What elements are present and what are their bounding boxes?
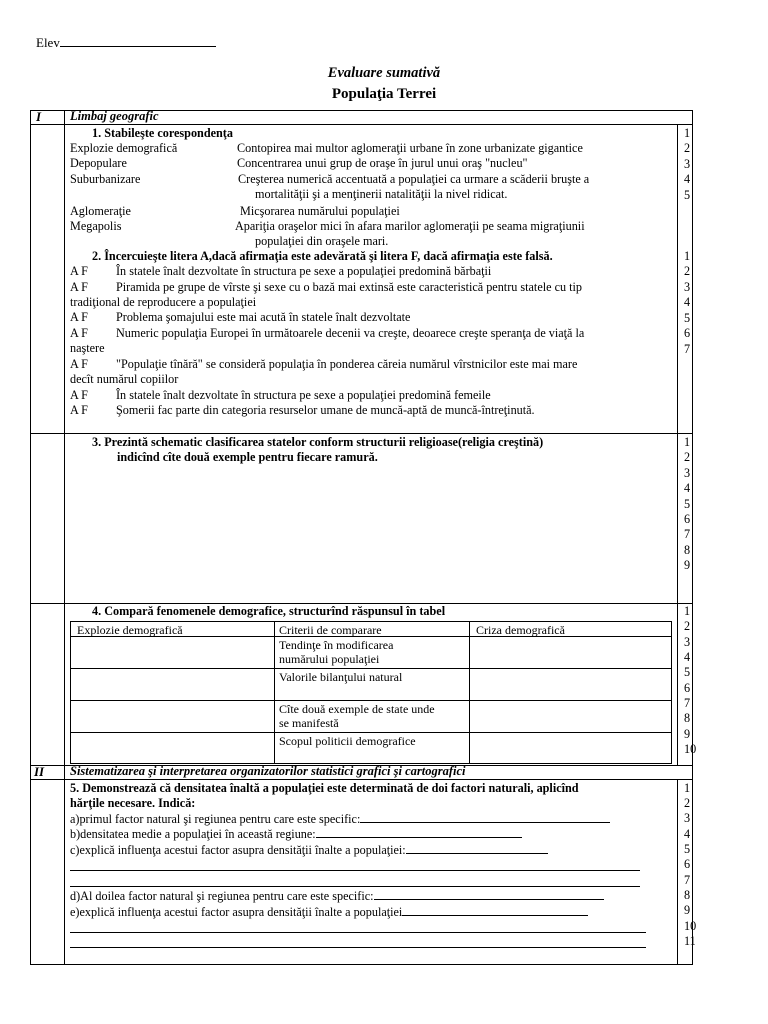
question-d (70, 888, 604, 904)
answer-e-line[interactable] (70, 946, 646, 948)
score-number: 8 (684, 711, 691, 725)
score-number: 7 (684, 342, 691, 356)
score-number: 7 (684, 696, 691, 710)
answer-d-blank[interactable] (374, 888, 604, 900)
score-number: 1 (684, 604, 691, 618)
definition-item: Contopirea mai multor aglomeraţii urbane în zone urbanizate gigantice (237, 141, 583, 155)
question-e (70, 904, 588, 920)
column-header-criterii: Criterii de comparare (279, 623, 382, 637)
criterion-label: Scopul politicii demografice (279, 734, 416, 748)
question-a-label: a)primul factor natural şi regiunea pentru care este specific: (70, 812, 361, 826)
score-number: 9 (684, 558, 691, 572)
score-number: 10 (684, 742, 697, 756)
score-number: 2 (684, 619, 691, 633)
statement-line: Numeric populaţia Europei în următoarele decenii va creşte, deoarece creşte speranţa de viaţă la (116, 326, 585, 340)
statement-line: "Populaţie tînără" se consideră populaţia în ponderea căreia numărul vîrstnicilor este mai mare (116, 357, 578, 371)
term-item: Aglomeraţie (70, 204, 131, 218)
section-2-number: II (34, 764, 45, 779)
statement-line: Piramida pe grupe de vîrste şi sexe cu o bază mai extinsă este caracteristică pentru statele cu tip (116, 280, 582, 294)
score-number: 5 (684, 665, 691, 679)
task-2-heading: 2. Încercuieşte litera A,dacă afirmaţia este adevărată şi litera F, dacă afirmaţia este falsă. (92, 249, 553, 263)
score-number: 10 (684, 919, 697, 933)
criterion-label: Cîte două exemple de state unde (279, 702, 435, 716)
statement-line-cont: naştere (70, 341, 105, 355)
section-1-number: I (36, 109, 42, 124)
score-number: 4 (684, 172, 691, 186)
task-5-heading: 5. Demonstrează că densitatea înaltă a populaţiei este determinată de doi factori naturali, aplicînd (70, 781, 579, 795)
column-header-criza: Criza demografică (476, 623, 565, 637)
criterion-label: Valorile bilanţului natural (279, 670, 403, 684)
task-3-heading: 3. Prezintă schematic clasificarea statelor conform structurii religioase(religia creştină) (92, 435, 544, 449)
statement-line-cont: decît numărul copiilor (70, 372, 179, 386)
score-number: 4 (684, 827, 691, 841)
answer-c-line[interactable] (70, 869, 640, 871)
score-number: 4 (684, 650, 691, 664)
af-choice[interactable]: A F (70, 264, 88, 278)
task-1-heading: 1. Stabileşte corespondenţa (92, 126, 233, 140)
definition-item-cont: mortalităţii şi a menţinerii natalităţii la nivel ridicat. (255, 187, 508, 201)
document-subtitle: Populaţia Terrei (331, 86, 437, 102)
score-number: 3 (684, 635, 691, 649)
answer-e-blank[interactable] (402, 904, 588, 916)
definition-item: Apariţia oraşelor mici în afara marilor aglomeraţii pe seama migraţiunii (235, 219, 585, 233)
student-name-field (36, 34, 216, 50)
term-item: Suburbanizare (70, 172, 141, 186)
score-number: 7 (684, 873, 691, 887)
score-number: 2 (684, 264, 691, 278)
definition-item: Micşorarea numărului populaţiei (240, 204, 400, 218)
score-number: 3 (684, 466, 691, 480)
score-number: 4 (684, 295, 691, 309)
score-number: 2 (684, 141, 691, 155)
term-item: Megapolis (70, 219, 122, 233)
af-choice[interactable]: A F (70, 326, 88, 340)
student-name-blank (60, 34, 216, 47)
score-number: 8 (684, 543, 691, 557)
definition-item: Concentrarea unui grup de oraşe în jurul unui oraş "nucleu" (237, 156, 528, 170)
score-number: 6 (684, 681, 691, 695)
statement-line-cont: tradiţional de reproducere a populaţiei (70, 295, 257, 309)
score-number: 6 (684, 326, 691, 340)
definition-item: Creşterea numerică accentuată a populaţiei ca urmare a scăderii bruşte a (238, 172, 590, 186)
section-2-title: Sistematizarea şi interpretarea organizatorilor statistici grafici şi cartografici (70, 764, 466, 778)
column-header-explozie: Explozie demografică (77, 623, 183, 637)
score-number: 2 (684, 796, 691, 810)
statement-line: Şomerii fac parte din categoria resurselor umane de muncă-aptă de muncă-întreţinută. (116, 403, 535, 417)
score-number: 6 (684, 512, 691, 526)
score-number: 1 (684, 781, 691, 795)
score-number: 9 (684, 727, 691, 741)
score-number: 5 (684, 842, 691, 856)
term-item: Explozie demografică (70, 141, 178, 155)
score-number: 3 (684, 811, 691, 825)
document-title: Evaluare sumativă (327, 65, 441, 81)
score-number: 4 (684, 481, 691, 495)
score-number: 3 (684, 280, 691, 294)
criterion-label: Tendinţe în modificarea (279, 638, 394, 652)
score-number: 3 (684, 157, 691, 171)
statement-line: Problema şomajului este mai acută în statele înalt dezvoltate (116, 310, 411, 324)
af-choice[interactable]: A F (70, 403, 88, 417)
score-number: 11 (684, 934, 696, 948)
statement-line: În statele înalt dezvoltate în structura pe sexe a populaţiei predomină femeile (116, 388, 491, 402)
question-c (70, 842, 548, 858)
score-number: 5 (684, 497, 691, 511)
answer-a-blank[interactable] (360, 811, 610, 823)
af-choice[interactable]: A F (70, 310, 88, 324)
question-e-label: e)explică influenţa acestui factor asupra densităţii înalte a populaţiei (70, 905, 403, 919)
task-4-heading: 4. Compară fenomenele demografice, structurînd răspunsul în tabel (92, 604, 446, 618)
af-choice[interactable]: A F (70, 357, 88, 371)
criterion-label-cont: se manifestă (279, 716, 339, 730)
criterion-label-cont: numărului populaţiei (279, 652, 380, 666)
score-number: 8 (684, 888, 691, 902)
score-number: 7 (684, 527, 691, 541)
answer-c-line[interactable] (70, 885, 640, 887)
answer-e-line[interactable] (70, 931, 646, 933)
student-label: Elev (36, 35, 60, 50)
question-a (70, 811, 610, 827)
term-item: Depopulare (70, 156, 127, 170)
score-number: 2 (684, 450, 691, 464)
score-number: 1 (684, 126, 691, 140)
score-number: 5 (684, 311, 691, 325)
section-1-title: Limbaj geografic (70, 109, 159, 123)
score-number: 5 (684, 188, 691, 202)
score-number: 1 (684, 435, 691, 449)
answer-b-blank[interactable] (316, 826, 522, 838)
question-b (70, 826, 522, 842)
statement-line: În statele înalt dezvoltate în structura pe sexe a populaţiei predomină bărbaţii (116, 264, 492, 278)
answer-c-blank[interactable] (406, 842, 548, 854)
question-d-label: d)Al doilea factor natural şi regiunea pentru care este specific: (70, 889, 374, 903)
score-number: 6 (684, 857, 691, 871)
definition-item-cont: populaţiei din oraşele mari. (255, 234, 389, 248)
score-number: 1 (684, 249, 691, 263)
task-3-heading-cont: indicînd cîte două exemple pentru fiecare ramură. (117, 450, 378, 464)
comparison-table (70, 621, 672, 764)
question-c-label: c)explică influenţa acestui factor asupra densităţii înalte a populaţiei: (70, 843, 406, 857)
question-b-label: b)densitatea medie a populaţiei în această regiune: (70, 827, 316, 841)
task-5-heading-cont: hărţile necesare. Indică: (70, 796, 196, 810)
af-choice[interactable]: A F (70, 388, 88, 402)
af-choice[interactable]: A F (70, 280, 88, 294)
score-number: 9 (684, 903, 691, 917)
